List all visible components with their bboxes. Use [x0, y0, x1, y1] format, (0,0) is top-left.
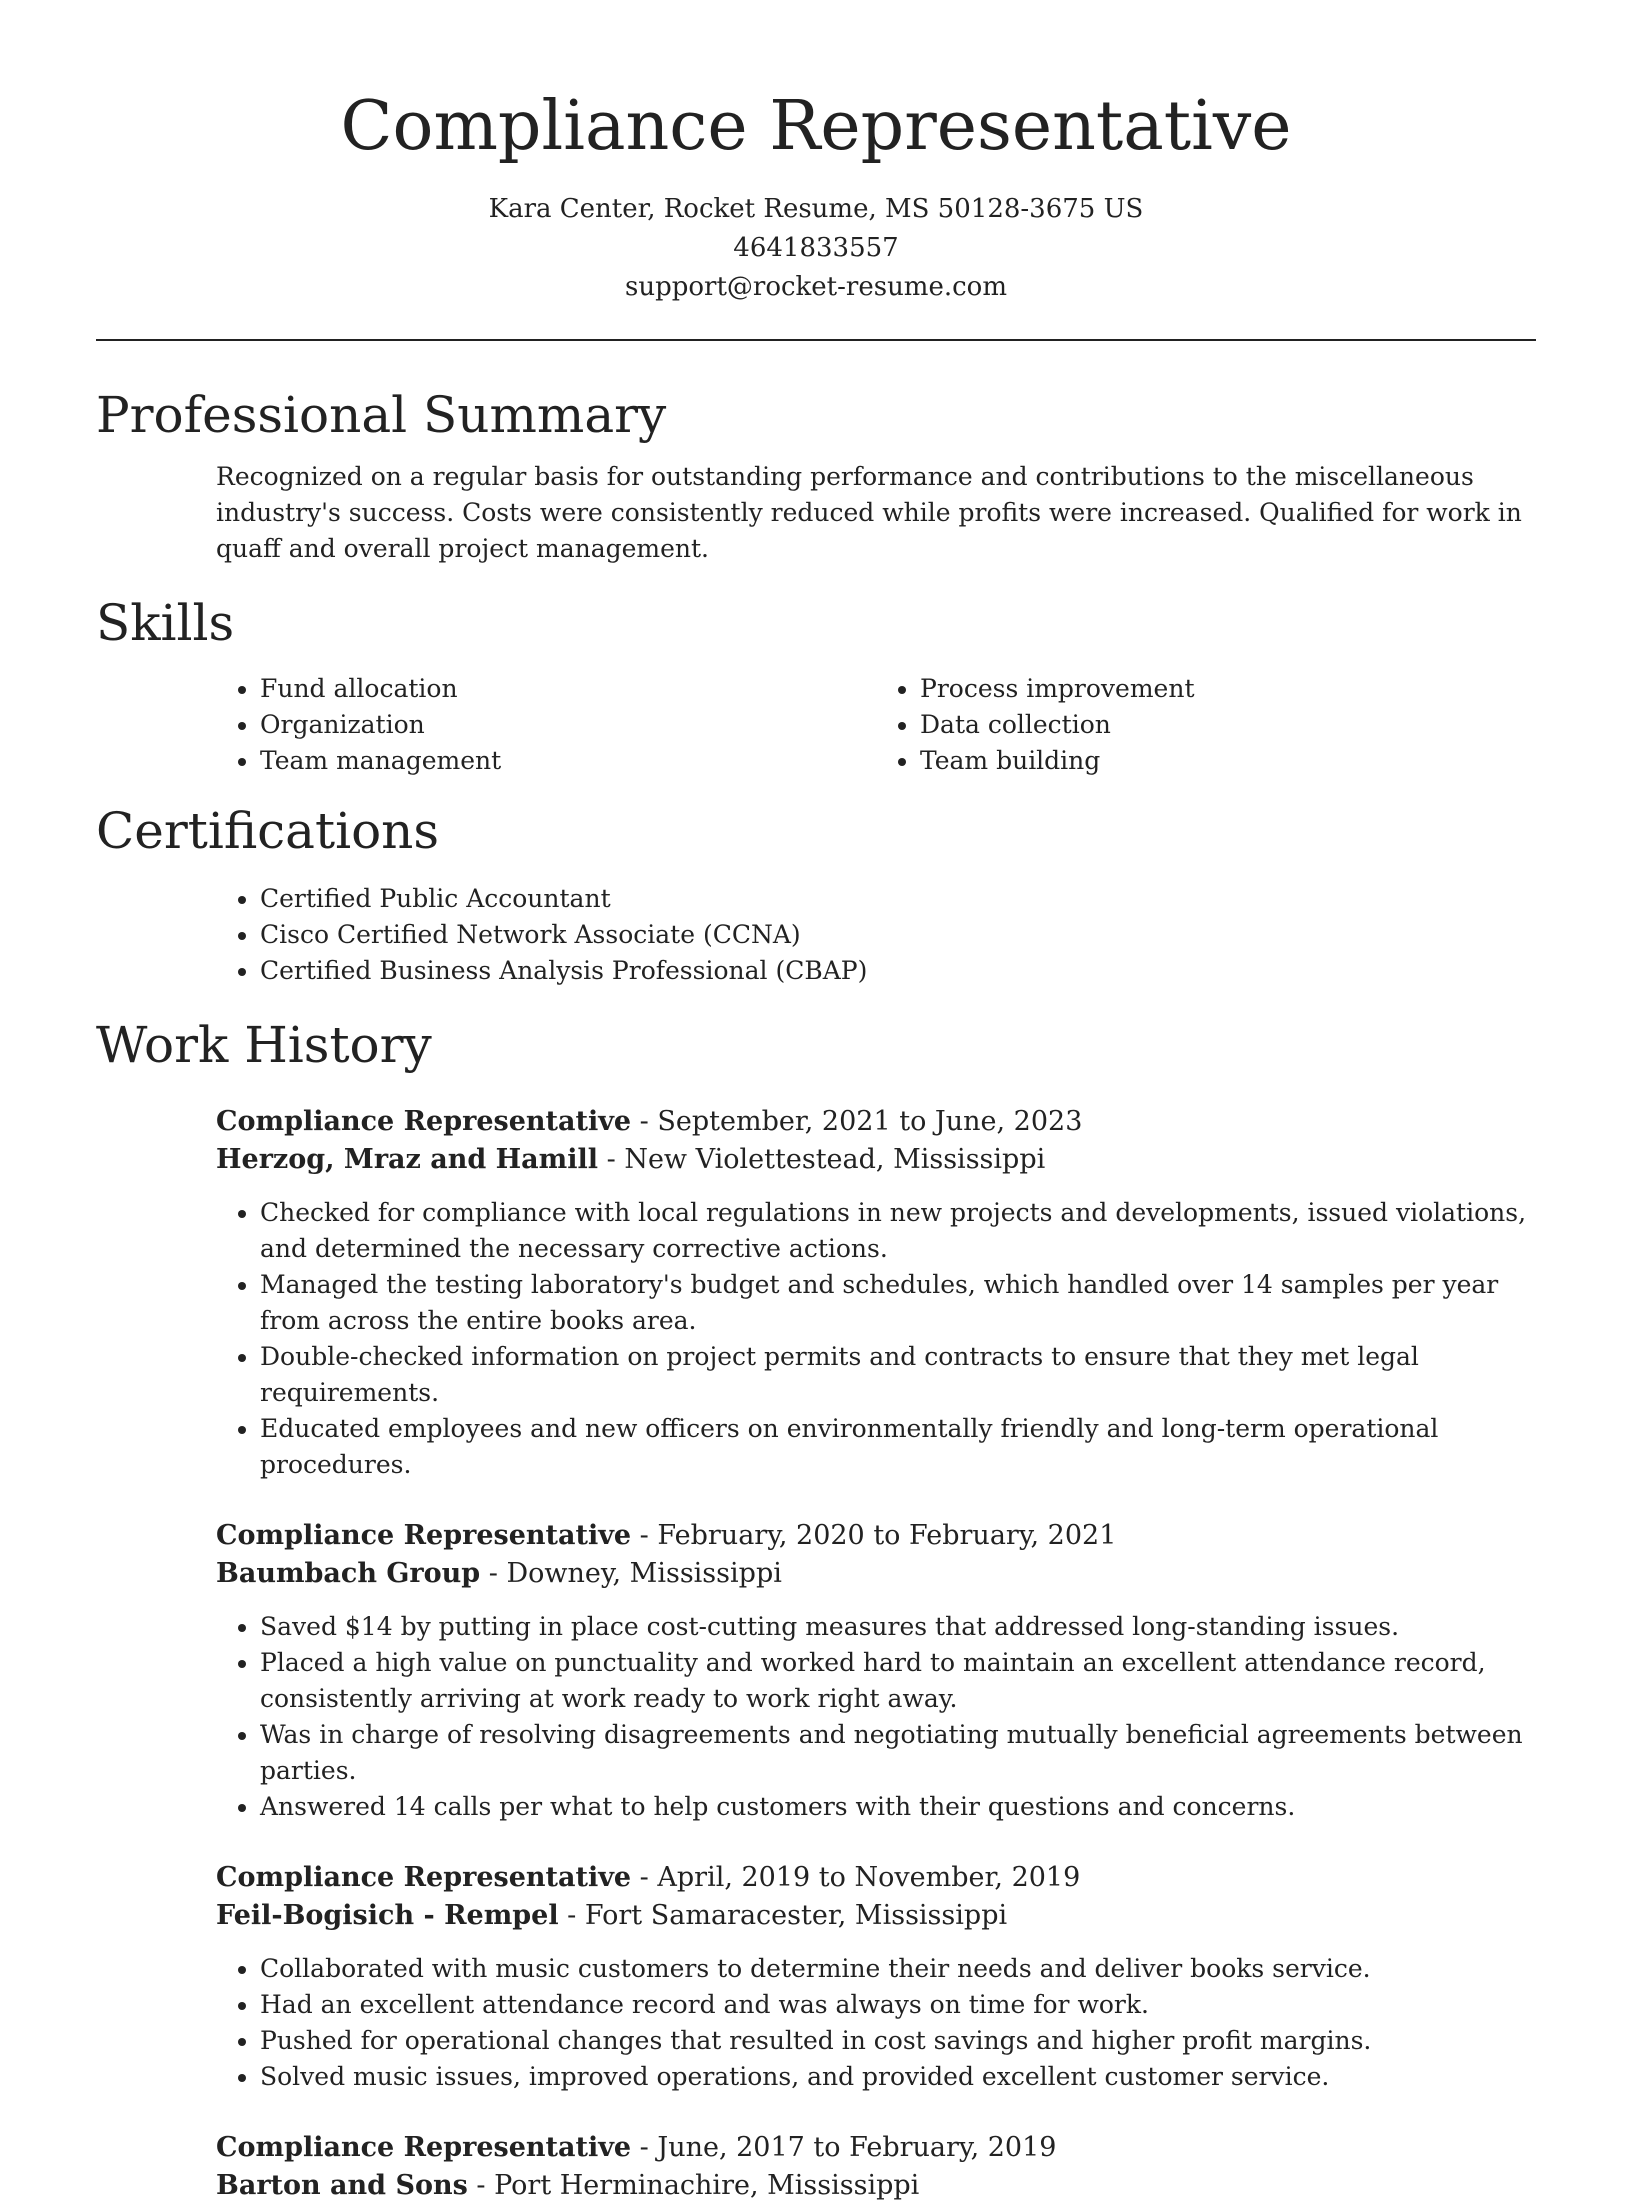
job-entry — [216, 1103, 1536, 1483]
job-bullets — [216, 1195, 1536, 1483]
summary-heading: Professional Summary — [96, 386, 667, 444]
skill-item: • Team building — [920, 743, 1536, 779]
job-title: Compliance Representative — [216, 1862, 632, 1893]
resume-header — [0, 0, 1632, 307]
skill-item: • Process improvement — [920, 671, 1536, 707]
certifications-list — [216, 881, 1536, 989]
job-entry — [216, 1859, 1536, 2095]
job-bullet: • Placed a high value on punctuality and worked hard to maintain an excellent attendance record, consistently arriving at work ready to work right away. — [260, 1645, 1536, 1717]
job-company-line: Baumbach Group - Downey, Mississippi — [216, 1558, 782, 1589]
certification-item: • Certified Public Accountant — [260, 881, 1536, 917]
skills-heading: Skills — [96, 594, 235, 652]
job-bullet: • Had an excellent attendance record and was always on time for work. — [260, 1987, 1536, 2023]
skills-column-1 — [216, 671, 876, 779]
job-title: Compliance Representative — [216, 1520, 632, 1551]
job-bullet: • Answered 14 calls per what to help customers with their questions and concerns. — [260, 1789, 1536, 1825]
job-company: Barton and Sons — [216, 2170, 468, 2201]
job-dates: February, 2020 to February, 2021 — [657, 1520, 1117, 1551]
job-title-line: Compliance Representative - April, 2019 to November, 2019 — [216, 1862, 1081, 1893]
job-title-line: Compliance Representative - June, 2017 to February, 2019 — [216, 2132, 1057, 2163]
job-company: Herzog, Mraz and Hamill — [216, 1144, 599, 1175]
job-bullet: • Checked for compliance with local regulations in new projects and developments, issued violations, and determined the necessary corrective actions. — [260, 1195, 1536, 1267]
job-bullet: • Managed the testing laboratory's budget and schedules, which handled over 14 samples per year from across the entire books area. — [260, 1267, 1536, 1339]
job-location: Fort Samaracester, Mississippi — [584, 1900, 1008, 1931]
skill-item: • Fund allocation — [260, 671, 876, 707]
job-dates: June, 2017 to February, 2019 — [657, 2132, 1057, 2163]
job-bullet: • Educated employees and new officers on environmentally friendly and long-term operational procedures. — [260, 1411, 1536, 1483]
job-bullet: • Was in charge of resolving disagreements and negotiating mutually beneficial agreements between parties. — [260, 1717, 1536, 1789]
job-entry — [216, 2129, 1536, 2205]
email: support@rocket-resume.com — [624, 272, 1007, 302]
work-history-heading: Work History — [96, 1016, 432, 1074]
address: Kara Center, Rocket Resume, MS 50128-3675 US — [488, 194, 1144, 224]
candidate-title: Compliance Representative — [340, 87, 1292, 166]
skills-list — [216, 671, 1536, 779]
job-dates: April, 2019 to November, 2019 — [657, 1862, 1081, 1893]
skill-item: • Data collection — [920, 707, 1536, 743]
skill-item: • Team management — [260, 743, 876, 779]
job-location: Downey, Mississippi — [506, 1558, 782, 1589]
job-company-line: Barton and Sons - Port Herminachire, Mississippi — [216, 2170, 920, 2201]
job-bullets — [216, 1609, 1536, 1825]
phone: 4641833557 — [733, 233, 899, 263]
skills-column-2 — [876, 671, 1536, 779]
job-entry — [216, 1517, 1536, 1825]
resume-body — [0, 383, 1632, 2205]
contact-block — [0, 190, 1632, 307]
certification-item: • Cisco Certified Network Associate (CCNA) — [260, 917, 1536, 953]
job-location: New Violettestead, Mississippi — [624, 1144, 1046, 1175]
job-dates: September, 2021 to June, 2023 — [657, 1106, 1083, 1137]
job-bullet: • Collaborated with music customers to determine their needs and deliver books service. — [260, 1951, 1536, 1987]
job-bullet: • Saved $14 by putting in place cost-cutting measures that addressed long-standing issues. — [260, 1609, 1536, 1645]
job-title: Compliance Representative — [216, 1106, 632, 1137]
job-company: Baumbach Group — [216, 1558, 481, 1589]
job-bullet: • Solved music issues, improved operations, and provided excellent customer service. — [260, 2059, 1536, 2095]
job-company-line: Herzog, Mraz and Hamill - New Violettestead, Mississippi — [216, 1144, 1046, 1175]
job-bullets — [216, 1951, 1536, 2095]
certifications-heading: Certifications — [96, 802, 440, 860]
job-company: Feil-Bogisich - Rempel — [216, 1900, 559, 1931]
job-title-line: Compliance Representative - February, 2020 to February, 2021 — [216, 1520, 1117, 1551]
job-bullet: • Pushed for operational changes that resulted in cost savings and higher profit margins. — [260, 2023, 1536, 2059]
job-company-line: Feil-Bogisich - Rempel - Fort Samaracester, Mississippi — [216, 1900, 1008, 1931]
job-title: Compliance Representative — [216, 2132, 632, 2163]
header-divider — [96, 339, 1536, 341]
job-title-line: Compliance Representative - September, 2021 to June, 2023 — [216, 1106, 1083, 1137]
summary-text: Recognized on a regular basis for outstanding performance and contributions to the miscellaneous industry's success. Costs were consistently reduced while profits were increased. Qualified for work in quaff and overall project management. — [216, 462, 1522, 563]
certification-item: • Certified Business Analysis Professional (CBAP) — [260, 953, 1536, 989]
skill-item: • Organization — [260, 707, 876, 743]
job-location: Port Herminachire, Mississippi — [494, 2170, 920, 2201]
job-bullet: • Double-checked information on project permits and contracts to ensure that they met legal requirements. — [260, 1339, 1536, 1411]
